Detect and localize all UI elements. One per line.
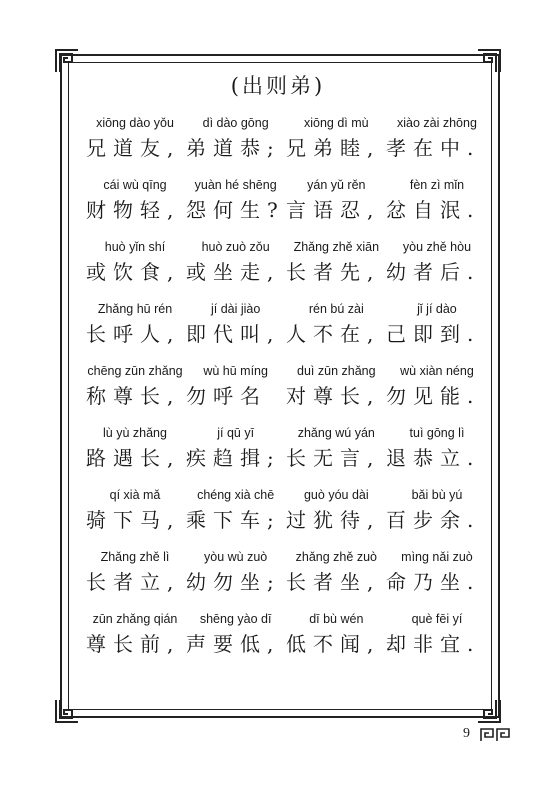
pinyin-phrase: yòu wù zuò [204, 550, 268, 564]
section-title: (出则弟) [230, 74, 326, 98]
hanzi-phrase: 长呼人, [86, 322, 181, 346]
verse-block [86, 364, 486, 409]
hanzi-phrase: 或饮食, [86, 260, 181, 284]
page-number: 9 [463, 726, 470, 741]
pinyin-row [86, 364, 486, 378]
pinyin-phrase: xiào zài zhōng [397, 116, 477, 130]
pinyin-phrase: lù yù zhǎng [103, 426, 167, 440]
verse-block [86, 550, 486, 595]
hanzi-phrase: 或坐走, [186, 260, 281, 284]
pinyin-phrase: zhǎng zhě zuò [295, 550, 377, 564]
hanzi-phrase: 财物轻, [86, 198, 181, 222]
hanzi-row [86, 192, 486, 223]
verse-block [86, 302, 486, 347]
hanzi-phrase: 忿自泯. [386, 198, 481, 222]
hanzi-phrase: 幼勿坐; [186, 570, 281, 594]
pinyin-phrase: wù xiàn néng [400, 364, 474, 378]
hanzi-phrase: 骑下马, [86, 508, 181, 532]
corner-ornament-bottom-left [54, 698, 80, 724]
hanzi-phrase: 长者立, [86, 570, 181, 594]
pinyin-phrase: Zhǎng zhě xiān [293, 240, 380, 254]
pinyin-phrase: jǐ jí dào [417, 302, 457, 316]
hanzi-phrase: 尊长前, [86, 632, 181, 656]
hanzi-phrase: 疾趋揖; [186, 446, 281, 470]
page-number-ornament [480, 728, 510, 742]
pinyin-phrase: mìng nǎi zuò [401, 550, 473, 564]
pinyin-phrase: wù hū míng [203, 364, 268, 378]
pinyin-row [86, 488, 486, 502]
pinyin-phrase: chēng zūn zhǎng [87, 364, 183, 378]
pinyin-phrase: yuàn hé shēng [194, 178, 277, 192]
hanzi-row [86, 502, 486, 533]
pinyin-row [86, 426, 486, 440]
verse-block [86, 488, 486, 533]
pinyin-phrase: xiōng dì mù [304, 116, 369, 130]
pinyin-phrase: rén bú zài [308, 302, 364, 316]
pinyin-phrase: guò yóu dài [303, 488, 369, 502]
pinyin-phrase: Zhǎng zhě lì [100, 550, 170, 564]
hanzi-row [86, 378, 486, 409]
hanzi-phrase: 声要低, [186, 632, 281, 656]
hanzi-phrase: 兄道友, [86, 136, 181, 160]
pinyin-phrase: yán yǔ rěn [307, 178, 366, 192]
hanzi-row [86, 564, 486, 595]
pinyin-row [86, 612, 486, 626]
hanzi-phrase: 乘下车; [186, 508, 281, 532]
pinyin-phrase: huò zuò zǒu [201, 240, 270, 254]
hanzi-row [86, 626, 486, 657]
pinyin-phrase: fèn zì mǐn [409, 178, 465, 192]
corner-ornament-bottom-right [476, 698, 502, 724]
pinyin-phrase: jí qū yī [217, 426, 255, 440]
pinyin-phrase: duì zūn zhǎng [297, 364, 376, 378]
hanzi-phrase: 百步余. [386, 508, 481, 532]
pinyin-phrase: qí xià mǎ [109, 488, 161, 502]
pinyin-row [86, 302, 486, 316]
pinyin-phrase: huò yǐn shí [104, 240, 166, 254]
pinyin-row [86, 550, 486, 564]
pinyin-phrase: tuì gōng lì [409, 426, 465, 440]
pinyin-phrase: cái wù qīng [103, 178, 167, 192]
pinyin-phrase: jí dài jiào [210, 302, 261, 316]
pinyin-phrase: dì dào gōng [202, 116, 269, 130]
hanzi-phrase: 低不闻, [286, 632, 381, 656]
hanzi-phrase: 长者先, [286, 260, 381, 284]
verse-block [86, 240, 486, 285]
verse-block [86, 426, 486, 471]
hanzi-phrase: 弟道恭; [186, 136, 281, 160]
hanzi-phrase: 退恭立. [386, 446, 481, 470]
pinyin-phrase: yòu zhě hòu [402, 240, 472, 254]
pinyin-phrase: chéng xià chē [197, 488, 275, 502]
hanzi-phrase: 过犹待, [286, 508, 381, 532]
hanzi-phrase: 勿呼名 [186, 384, 267, 408]
hanzi-row [86, 316, 486, 347]
hanzi-row [86, 130, 486, 161]
pinyin-row [86, 178, 486, 192]
verse-block [86, 612, 486, 657]
pinyin-phrase: shēng yào dī [199, 612, 272, 626]
hanzi-phrase: 己即到. [386, 322, 481, 346]
pinyin-phrase: dī bù wén [309, 612, 364, 626]
verse-block [86, 116, 486, 161]
hanzi-row [86, 254, 486, 285]
hanzi-phrase: 对尊长, [286, 384, 381, 408]
hanzi-phrase: 长无言, [286, 446, 381, 470]
hanzi-phrase: 兄弟睦, [286, 136, 381, 160]
pinyin-phrase: Zhǎng hū rén [97, 302, 173, 316]
pinyin-phrase: bǎi bù yú [411, 488, 463, 502]
hanzi-phrase: 路遇长, [86, 446, 181, 470]
hanzi-phrase: 怨何生? [186, 198, 285, 222]
hanzi-phrase: 勿见能. [386, 384, 481, 408]
pinyin-phrase: zūn zhǎng qián [92, 612, 178, 626]
hanzi-phrase: 命乃坐. [386, 570, 481, 594]
hanzi-phrase: 幼者后. [386, 260, 481, 284]
pinyin-phrase: zhǎng wú yán [297, 426, 375, 440]
hanzi-phrase: 称尊长, [86, 384, 181, 408]
verse-block [86, 178, 486, 223]
pinyin-phrase: què fēi yí [411, 612, 463, 626]
hanzi-row [86, 440, 486, 471]
hanzi-phrase: 却非宜. [386, 632, 481, 656]
pinyin-row [86, 240, 486, 254]
hanzi-phrase: 言语忍, [286, 198, 381, 222]
hanzi-phrase: 孝在中. [386, 136, 481, 160]
pinyin-row [86, 116, 486, 130]
pinyin-phrase: xiōng dào yǒu [96, 116, 174, 130]
hanzi-phrase: 长者坐, [286, 570, 381, 594]
hanzi-phrase: 人不在, [286, 322, 381, 346]
hanzi-phrase: 即代叫, [186, 322, 281, 346]
